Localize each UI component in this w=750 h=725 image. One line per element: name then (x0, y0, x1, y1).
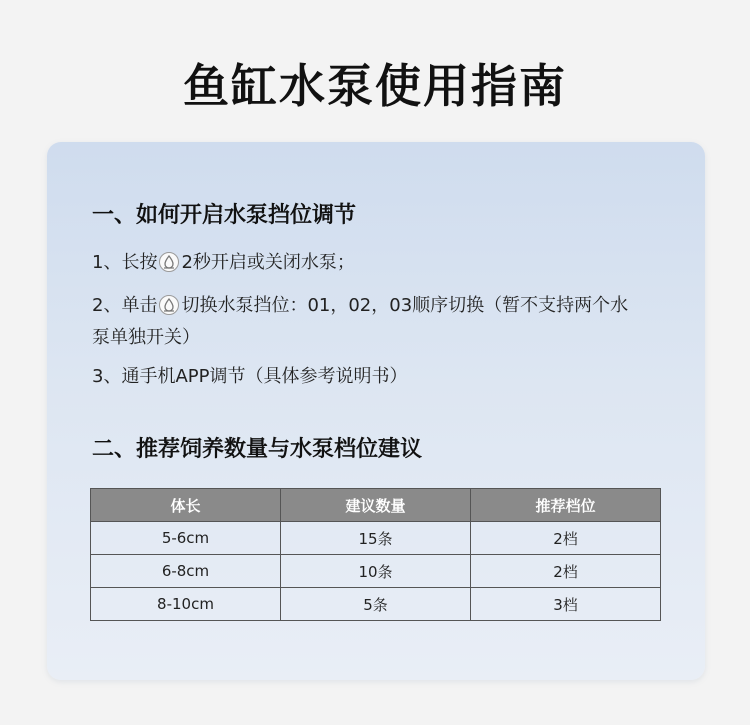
cell-body-length: 6-8cm (91, 555, 281, 588)
recommendation-table (90, 488, 661, 621)
cell-gear: 2档 (471, 522, 661, 555)
cell-gear: 2档 (471, 555, 661, 588)
table-row (91, 555, 661, 588)
header-body-length: 体长 (91, 489, 281, 522)
instruction-1-text: 2秒开启或关闭水泵； (181, 252, 355, 273)
instruction-line-1 (92, 247, 692, 279)
cell-quantity: 10条 (281, 555, 471, 588)
header-recommended-gear: 推荐档位 (471, 489, 661, 522)
cell-quantity: 5条 (281, 588, 471, 621)
water-drop-button-icon (159, 252, 179, 272)
page-title: 鱼缸水泵使用指南 (183, 59, 567, 113)
instruction-2-text: 切换水泵挡位：01，02，03顺序切换（暂不支持两个水 (181, 295, 629, 316)
instruction-2-prefix: 2、单击 (92, 295, 158, 316)
cell-gear: 3档 (471, 588, 661, 621)
water-drop-button-icon (159, 295, 179, 315)
section-heading-power: 一、如何开启水泵挡位调节 (92, 203, 357, 228)
instruction-line-2 (92, 290, 692, 354)
table-header-row (91, 489, 661, 522)
section-heading-recommendation: 二、推荐饲养数量与水泵档位建议 (92, 437, 423, 462)
instruction-line-3: 3、通手机APP调节（具体参考说明书） (92, 366, 408, 387)
table-row (91, 588, 661, 621)
header-suggested-quantity: 建议数量 (281, 489, 471, 522)
table-row (91, 522, 661, 555)
cell-quantity: 15条 (281, 522, 471, 555)
cell-body-length: 8-10cm (91, 588, 281, 621)
instruction-1-prefix: 1、长按 (92, 252, 158, 273)
cell-body-length: 5-6cm (91, 522, 281, 555)
instruction-2-continuation: 泵单独开关） (92, 327, 200, 348)
